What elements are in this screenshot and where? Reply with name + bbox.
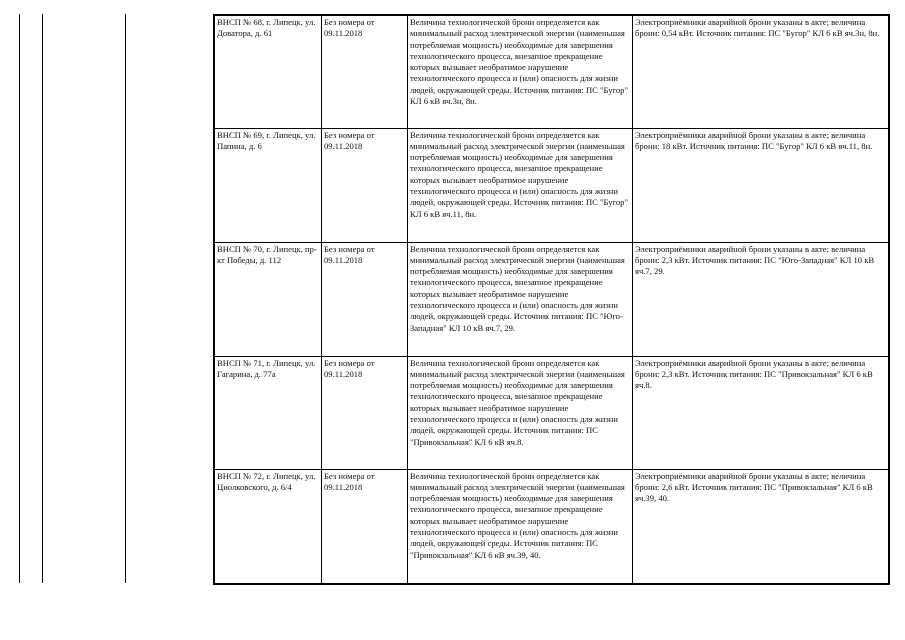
object-cell: ВНСП № 69, г. Липецк, ул. Папина, д. 6 (214, 128, 322, 242)
emergency-cell: Электроприёмники аварийной брони указаны в акте; величина брони: 2,3 кВт. Источник питания: ПС "Привокзальная" КЛ 6 кВ яч.8. (633, 356, 890, 469)
emergency-cell: Электроприёмники аварийной брони указаны в акте; величина брони: 18 кВт. Источник питания: ПС "Бугор" КЛ 6 кВ яч.11, 8н. (633, 128, 890, 242)
document-cell: Без номера от 09.11.2018 (322, 15, 408, 128)
object-cell: ВНСП № 68, г. Липецк, ул. Доватора, д. 61 (214, 15, 322, 128)
table-row (214, 128, 889, 242)
left-border-line-1 (19, 14, 20, 583)
table-row (214, 242, 889, 356)
table-row (214, 469, 889, 584)
left-border-line-2 (42, 14, 43, 583)
emergency-cell: Электроприёмники аварийной брони указаны в акте; величина брони: 0,54 кВт. Источник питания: ПС "Бугор" КЛ 6 кВ яч.3н, 8н. (633, 15, 890, 128)
table-body (214, 15, 889, 584)
document-cell: Без номера от 09.11.2018 (322, 356, 408, 469)
emergency-cell: Электроприёмники аварийной брони указаны в акте; величина брони: 2,6 кВт. Источник питания: ПС "Привокзальная" КЛ 6 кВ яч.39, 40. (633, 469, 890, 584)
table-row (214, 15, 889, 128)
description-cell: Величина технологической брони определяется как минимальный расход электрической энергии (наименьшая потребляемая мощность) необходимые для завершения технологического процесса, внезапное прекращение которых вызывает необратимое нарушение технологического процесса и (или) опасность для жизни людей, окружающей среды. Источник питания: ПС "Юго-Западная" КЛ 10 кВ яч.7, 29. (408, 242, 633, 356)
document-cell: Без номера от 09.11.2018 (322, 128, 408, 242)
reservation-table (213, 14, 890, 585)
description-cell: Величина технологической брони определяется как минимальный расход электрической энергии (наименьшая потребляемая мощность) необходимые для завершения технологического процесса, внезапное прекращение которых вызывает необратимое нарушение технологического процесса и (или) опасность для жизни людей, окружающей среды. Источник питания: ПС "Привокзальная" КЛ 6 кВ яч.39, 40. (408, 469, 633, 584)
left-border-line-3 (125, 14, 126, 583)
description-cell: Величина технологической брони определяется как минимальный расход электрической энергии (наименьшая потребляемая мощность) необходимые для завершения технологического процесса, внезапное прекращение которых вызывает необратимое нарушение технологического процесса и (или) опасность для жизни людей, окружающей среды. Источник питания: ПС "Привокзальная" КЛ 6 кВ яч.8. (408, 356, 633, 469)
object-cell: ВНСП № 70, г. Липецк, пр-кт Победы, д. 112 (214, 242, 322, 356)
description-cell: Величина технологической брони определяется как минимальный расход электрической энергии (наименьшая потребляемая мощность) необходимые для завершения технологического процесса, внезапное прекращение которых вызывает необратимое нарушение технологического процесса и (или) опасность для жизни людей, окружающей среды. Источник питания: ПС "Бугор" КЛ 6 кВ яч.11, 8н. (408, 128, 633, 242)
object-cell: ВНСП № 71, г. Липецк, ул. Гагарина, д. 77а (214, 356, 322, 469)
document-cell: Без номера от 09.11.2018 (322, 469, 408, 584)
document-cell: Без номера от 09.11.2018 (322, 242, 408, 356)
description-cell: Величина технологической брони определяется как минимальный расход электрической энергии (наименьшая потребляемая мощность) необходимые для завершения технологического процесса, внезапное прекращение которых вызывает необратимое нарушение технологического процесса и (или) опасность для жизни людей, окружающей среды. Источник питания: ПС "Бугор" КЛ 6 кВ яч.3н, 8н. (408, 15, 633, 128)
object-cell: ВНСП № 72, г. Липецк, ул. Циолковского, д. 6/4 (214, 469, 322, 584)
emergency-cell: Электроприёмники аварийной брони указаны в акте; величина брони: 2,3 кВт. Источник питания: ПС "Юго-Западная" КЛ 10 кВ яч.7, 29. (633, 242, 890, 356)
table-row (214, 356, 889, 469)
